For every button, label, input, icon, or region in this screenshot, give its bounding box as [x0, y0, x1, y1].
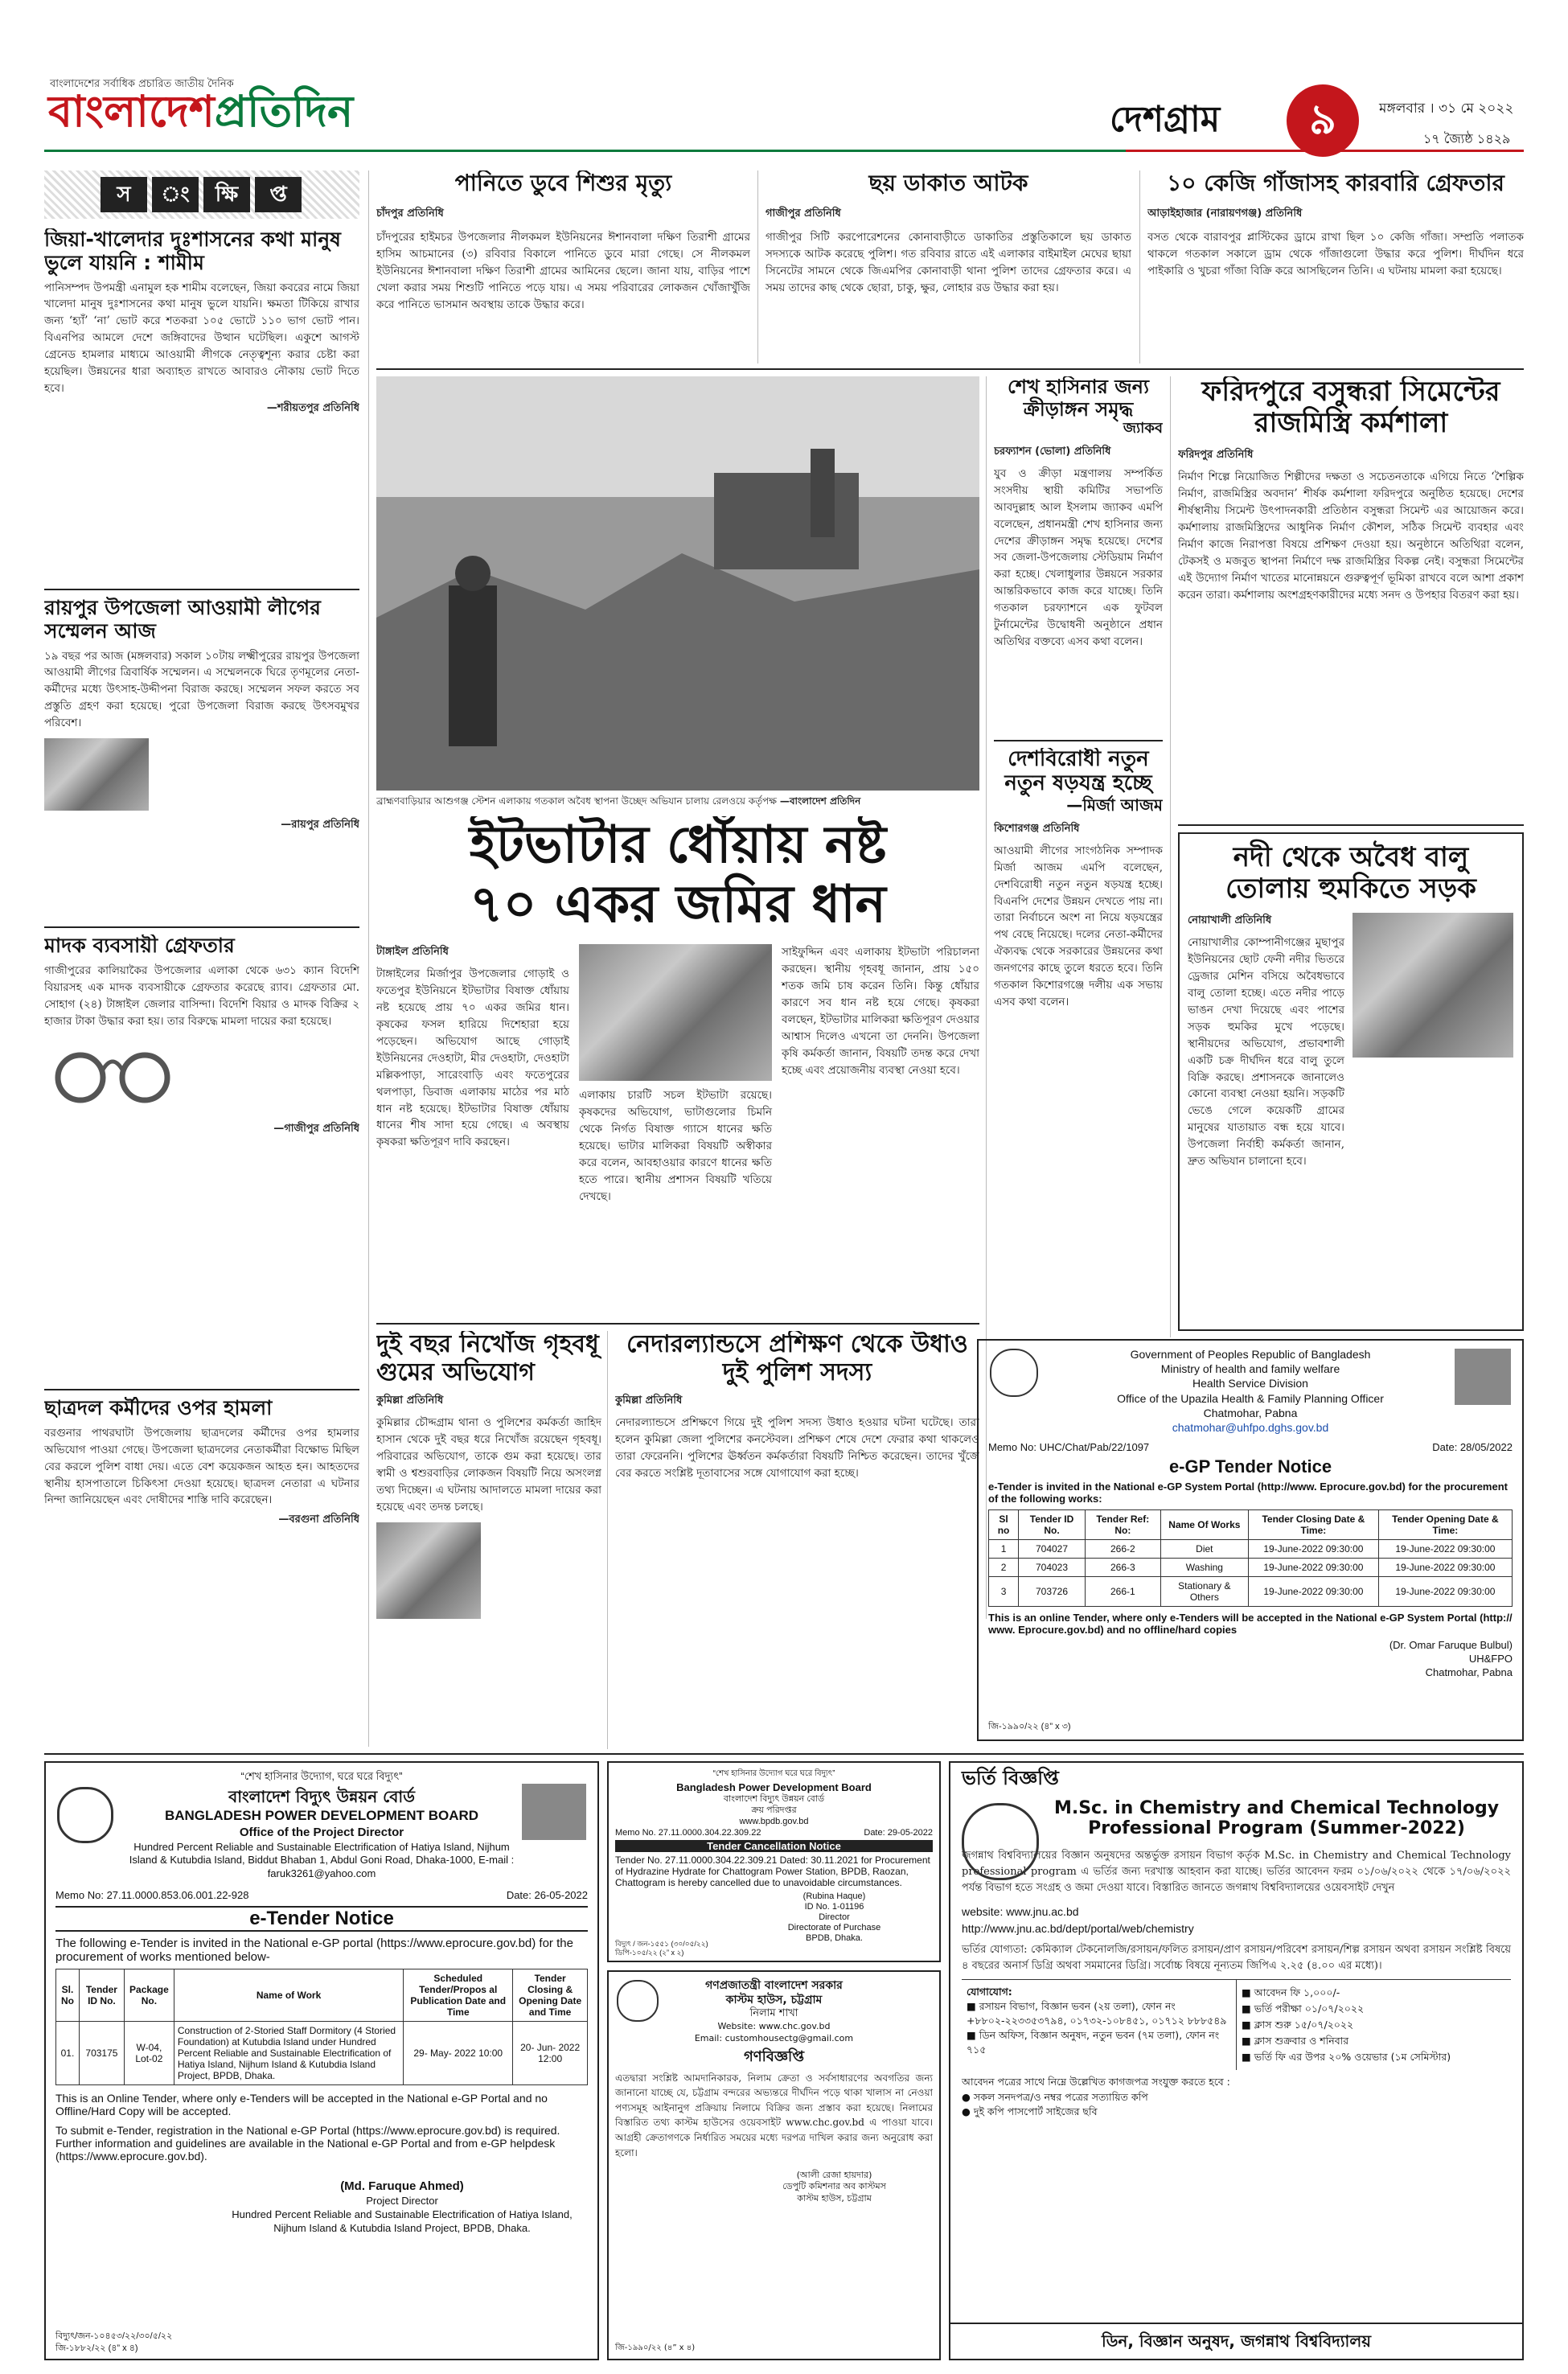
tender-ministry: Ministry of health and family welfare [1160, 1362, 1340, 1376]
notice-header: ভর্তি বিজ্ঞপ্তি [962, 1767, 1059, 1789]
tender-memo: Memo No: UHC/Chat/Pab/22/1097 [988, 1441, 1150, 1454]
story-title: দেশবিরোধী নতুন নতুন ষড়যন্ত্র হচ্ছে [1004, 748, 1152, 795]
table-header: Tender Ref: No: [1085, 1510, 1160, 1540]
masthead-tagline: বাংলাদেশের সর্বাধিক প্রচারিত জাতীয় দৈনিক [50, 78, 234, 90]
ad-ref: বিদ্যুৎ/জন-১০৪৫৩/২২/৩০/৫/২২ [55, 2331, 173, 2342]
info-text: ক্লাস শুক্রবার ও শনিবার [1254, 2034, 1349, 2047]
story-title: শেখ হাসিনার জন্য ক্রীড়াঙ্গন সমৃদ্ধ [1008, 376, 1149, 421]
tender-bn-name: বাংলাদেশ বিদ্যুৎ উন্নয়ন বোর্ড [228, 1787, 415, 1806]
health-tender-notice [977, 1339, 1524, 1741]
portrait-icon [1455, 1349, 1511, 1405]
table-cell: 01. [56, 2022, 80, 2085]
story-byline: আড়াইহাজার (নারায়ণগঞ্জ) প্রতিনিধি [1147, 207, 1303, 220]
story-headline-line1: ইটভাটার ধোঁয়ায় নষ্ট [469, 816, 887, 875]
brief-body: ১৯ বছর পর আজ (মঙ্গলবার) সকাল ১০টায় লক্ষ্মীপুরের রায়পুর উপজেলা আওয়ামী লীগের ত্রিবার্ষিক সম্মেলন। এ সম্মেলনকে ঘিরে তৃণমূলের নেতা-কর্মীদের মধ্যে উৎসাহ-উদ্দীপনা বিরাজ করছে। সম্মেলন সফল করতে সব প্রস্তুতি গ্রহণ করা হয়েছে। পুরো উপজেলা বিরাজ করছে উৎসবমুখর পরিবেশ। [44, 649, 359, 730]
story-speaker: জ্যাকব [1123, 420, 1163, 437]
story-body: নেদারল্যান্ডসে প্রশিক্ষণে গিয়ে দুই পুলিশ সদস্য উধাও হওয়ার ঘটনা ঘটেছে। তারা হলেন কুমিল্লা জেলা পুলিশের কনস্টেবল। প্রশিক্ষণ শেষে দেশে ফেরার কথা থাকলেও তারা ফেরেননি। পুলিশের ঊর্ধ্বতন কর্মকর্তারা বিষয়টি নিশ্চিত করেছেন। তাদের খুঁজে বের করতে সংশ্লিষ্ট দূতাবাসের সঙ্গে যোগাযোগ করা হচ্ছে। [615, 1416, 979, 1480]
divider [376, 1323, 979, 1325]
tender-footer: This is an online Tender, where only e-Tenders will be accepted in the National e-GP System Portal (http:// www. Eprocure.gov.bd) and no offline/hard copies [988, 1612, 1513, 1637]
website-link[interactable]: www.jnu.ac.bd [1006, 1904, 1079, 1918]
table-header: Tender ID No. [1019, 1510, 1086, 1540]
river-photo [1353, 913, 1513, 1058]
story-body: সাইফুদ্দিন এবং এলাকায় ইটভাটা পরিচালনা করছেন। স্থানীয় গৃহবধূ জানান, প্রায় ১৫০ শতক জমি চাষ করেন তিনি। কিন্তু ধোঁয়ার কারণে সব ধান নষ্ট হয়ে গেছে। কৃষকরা বলছেন, ইটভাটার মালিকরা ক্ষতিপূরণ দেওয়ার আশ্বাস দিলেও এখনো তা দেননি। উপজেলা কৃষি কর্মকর্তা জানান, বিষয়টি তদন্ত করে দেখা হচ্ছে এবং প্রয়োজনীয় ব্যবস্থা নেওয়া হবে। [782, 946, 979, 1077]
table-cell: 703726 [1019, 1577, 1086, 1607]
signer-name: (আলী রেজা হায়দার) [796, 2170, 872, 2181]
table-cell: 1 [989, 1540, 1019, 1559]
story-body: চাঁদপুরের হাইমচর উপজেলার নীলকমল ইউনিয়নের ঈশানবালা দক্ষিণ তিরাশী গ্রামের হাসিম আচমানের (৩) রবিবার বিকালে পানিতে ডুবে মারা গেছে। সে নীলকমল ইউনিয়নের ঈশানবালা দক্ষিণ তিরাশী গ্রামের আমিনের ছেলে। জানা যায়, বাড়ির পাশে খেলা করার সময় শিশুটি পানিতে পড়ে যায়। এ সময় পরিবারের লোকজন খোঁজাখুঁজি করে পানিতে ভাসমান অবস্থায় তাকে উদ্ধার করে। [376, 231, 750, 311]
govt-seal-icon [617, 1980, 659, 2022]
notice-body: এতদ্বারা সংশ্লিষ্ট আমদানিকারক, নিলাম ক্রেতা ও সর্বসাধারণের অবগতির জন্য জানানো যাচ্ছে যে, চট্টগ্রাম বন্দরের অভ্যন্তরে দীর্ঘদিন পড়ে থাকা খালাস না নেওয়া পণ্যসমূহ আইনানুগ প্রক্রিয়ায় নিলামে বিক্রির জন্য প্রস্তাব করা হয়েছে। নিলামের বিস্তারিত তথ্য কাস্টম হাউসের ওয়েবসাইট www.chc.gov.bd এ পাওয়া যাবে। আগ্রহী ক্রেতাগণকে নির্ধারিত সময়ের মধ্যে দরপত্র দাখিল করার জন্য অনুরোধ করা হলো। [615, 2072, 933, 2158]
info-item: ■ ভর্তি পরীক্ষা ০১/০৭/২০২২ [1242, 2002, 1365, 2015]
table-header: Name of Work [174, 1969, 403, 2022]
tender-body: Tender No. 27.11.0000.304.22.309.21 Dated: 30.11.2021 for Procurement of Hydrazine Hydrate for Chattogram Power Station, BPDB, Raozan, Chattogram is hereby cancelled due to unavoidable circumstances. [615, 1854, 930, 1888]
brief-item [44, 1397, 359, 1751]
table-cell: 703175 [79, 2022, 124, 2085]
table-header: Sl no [989, 1510, 1019, 1540]
page-number [1287, 84, 1359, 157]
brief-label-bar [44, 170, 359, 219]
top-story [1147, 170, 1524, 368]
table-header: Name Of Works [1160, 1510, 1248, 1540]
table-cell: 19-June-2022 09:30:00 [1378, 1540, 1512, 1559]
tender-service: Health Service Division [1192, 1377, 1308, 1390]
brief-label-char: প্ত [255, 177, 302, 212]
notice-footer: ডিন, বিজ্ঞান অনুষদ, জগন্নাথ বিশ্ববিদ্যালয় [950, 2323, 1522, 2359]
docs-text: সকল সনদপত্র/ও নম্বর পত্রের সত্যায়িত কপি [973, 2090, 1148, 2103]
divider [44, 1753, 1524, 1755]
brief-photo [44, 738, 149, 811]
story-body: কুমিল্লার চৌদ্দগ্রাম থানা ও পুলিশের কর্মকর্তা জাহিদ হাসান থেকে দুই বছর ধরে নিখোঁজ রয়েছেন গৃহবধূ। পরিবারের অভিযোগ, তাকে গুম করা হয়েছে। তার স্বামী ও শ্বশুরবাড়ির লোকজন বিষয়টি নিয়ে অসংলগ্ন তথ্য দিচ্ছেন। এ ঘটনায় আদালতে মামলা দায়ের করা হয়েছে এবং তদন্ত চলছে। [376, 1416, 601, 1514]
story-byline: কিশোরগঞ্জ প্রতিনিধি [994, 822, 1080, 835]
notice-body: জগন্নাথ বিশ্ববিদ্যালয়ের বিজ্ঞান অনুষদের অন্তর্ভুক্ত রসায়ন বিভাগ কর্তৃক M.Sc. in Chemistry and Chemical Technology professional program এ ভর্তির জন্য দরখাস্ত আহবান করা যাচ্ছে। ভর্তির আবেদন ফরম ০১/০৬/২০২২ থেকে ১৭/০৬/২০২২ পর্যন্ত বিভাগ হতে সংগ্রহ ও জমা দেওয়া যাবে। বিস্তারিত জানতে জগন্নাথ বিশ্ববিদ্যালয়ের ওয়েবসাইট দেখুন [962, 1850, 1511, 1895]
caption-credit: —বাংলাদেশ প্রতিদিন [779, 795, 861, 807]
masthead-red-rule [1126, 150, 1524, 152]
admission-notice [949, 1761, 1524, 2360]
tender-date: Date: 29-05-2022 [864, 1827, 933, 1838]
brief-column [44, 170, 359, 1751]
story-byline: কুমিল্লা প্রতিনিধি [376, 1394, 444, 1407]
mirza-story [994, 748, 1163, 1335]
story-byline: ফরিদপুর প্রতিনিধি [1178, 449, 1254, 462]
table-cell: Stationary & Others [1160, 1577, 1248, 1607]
contact-text: রসায়ন বিভাগ, বিজ্ঞান ভবন (২য় তলা), ফোন নং +৮৮০২-২২৩৩৫৩৭৯৪, ০১৭৩২-১০৮৪৫১, ০১৭১২ ৮৮৮৫৪৯ [967, 2000, 1227, 2027]
tender-desc: Hundred Percent Reliable and Sustainable Electrification of Hatiya Island, Nijhum Island & Kutubdia Island, Biddut Bhaban 1, Abdul Goni Road, Dhaka-1000, E-mail : faruk3261@yahoo.com [129, 1840, 515, 1880]
table-row [989, 1559, 1513, 1577]
story-body: এলাকায় চারটি সচল ইটভাটা রয়েছে। কৃষকদের অভিযোগ, ভাটাগুলোর চিমনি থেকে নির্গত বিষাক্ত গ্যাসে ধানের ক্ষতি হয়েছে। ভাটার মালিকরা বিষয়টি অস্বীকার করে বলেন, আবহাওয়ার কারণে ধানের ক্ষতি হতে পারে। স্থানীয় প্রশাসন বিষয়টি খতিয়ে দেখছে। [579, 1089, 772, 1203]
column-rule [607, 1331, 608, 1749]
ad-ref: জি-১৯৯০/২২ (৪” x ৪) [615, 2343, 696, 2352]
tender-office: Office of the Project Director [239, 1826, 404, 1840]
docs-title: আবেদন পত্রের সাথে নিম্নে উল্লেখিত কাগজপত্র সংযুক্ত করতে হবে : [962, 2075, 1230, 2088]
info-text: ভর্তি পরীক্ষা ০১/০৭/২০২২ [1254, 2002, 1365, 2015]
divider [1178, 824, 1524, 826]
table-cell: Construction of 2-Storied Staff Dormitory (4 Storied Foundation) at Kutubdia Island under Hundred Percent Reliable and Sustainable Electrification of Hatiya Island, Nijhum Island & Kutubdia Island Project, BPDB, Dhaka. [174, 2022, 403, 2085]
story-title: পানিতে ডুবে শিশুর মৃত্যু [454, 170, 672, 196]
tender-note: This is an Online Tender, where only e-Tenders will be accepted in the National e-GP Portal and no Offline/Hard Copy will be accepted. [55, 2092, 548, 2118]
brief-body: বরগুনার পাথরঘাটা উপজেলায় ছাত্রদলের কর্মীদের ওপর হামলার অভিযোগ পাওয়া গেছে। উপজেলা ছাত্রদলের নেতাকর্মীরা বিক্ষোভ মিছিল বের করলে পুলিশ বাধা দেয়। এতে বেশ কয়েকজন আহত হন। আহতদের স্থানীয় হাসপাতালে চিকিৎসা দেওয়া হয়েছে। ছাত্রদল নেতারা এ ঘটনার নিন্দা জানিয়েছেন এবং দোষীদের শাস্তি দাবি করেছেন। [44, 1426, 359, 1507]
website-label: website: [962, 1904, 1004, 1918]
story-title: নদী থেকে অবৈধ বালু তোলায় হুমকিতে সড়ক [1225, 841, 1476, 906]
contact-text: ডিন অফিস, বিজ্ঞান অনুষদ, নতুন ভবন (৭ম তলা), ফোন নং ৭১৫ [967, 2029, 1220, 2056]
table-cell: 2 [989, 1559, 1019, 1577]
signer-name: (Rubina Haque) [802, 1891, 866, 1901]
docs-item: ● দুই কপি পাসপোর্ট সাইজের ছবি [962, 2105, 1098, 2118]
info-item: ■ আবেদন ফি ১,০০০/- [1242, 1986, 1340, 1998]
signer-title: UH&FPO [1468, 1653, 1513, 1665]
signer-name: (Md. Faruque Ahmed) [340, 2179, 464, 2194]
newspaper-logo[interactable] [48, 86, 354, 137]
story-byline: চরফ্যাশন (ভোলা) প্রতিনিধি [994, 445, 1111, 458]
info-text: ভর্তি ফি এর উপর ২০% ওয়েভার (১ম সেমিস্টার) [1254, 2050, 1451, 2063]
story-body: গাজীপুর সিটি করপোরেশনের কোনাবাড়ীতে ডাকাতির প্রস্তুতিকালে ছয় ডাকাত সদস্যকে আটক করেছে পুলিশ। গত রবিবার রাতে এই এলাকার বাইমাইল মেঘের ছায়া সিনেটের সামনে থেকে জিএমপির কোনাবাড়ী থানা পুলিশ তাদের গ্রেফতার করে। এ সময় তাদের কাছ থেকে ছোরা, চাকু, ক্ষুর, লোহার রড উদ্ধার করা হয়। [766, 231, 1131, 294]
story-body: বসত থেকে বারাবপুর প্লাস্টিকের ড্রামে রাখা ছিল ১০ কেজি গাঁজা। সম্প্রতি পলাতক থাকলে গতকাল সকালে ড্রাম থেকে গাঁজাগুলো উদ্ধার করে পুলিশ। দীর্ঘদিন ধরে পাইকারি ও খুচরা গাঁজা বিক্রি করে আসছিলেন তিনি। এ ঘটনায় মামলা করা হয়েছে। [1147, 231, 1524, 278]
table-row [56, 2022, 588, 2085]
brief-body: গাজীপুরের কালিয়াকৈর উপজেলার এলাকা থেকে ৬৩১ ক্যান বিদেশি বিয়ারসহ এক মাদক ব্যবসায়ীকে গ্রেফতার করেছে র‌্যাব। গ্রেফতার মো. সোহাগ (২৪) টাঙ্গাইল জেলার বাসিন্দা। বিদেশি বিয়ার ও মাদক বিক্রির ২ হাজার টাকা উদ্ধার করা হয়। তার বিরুদ্ধে মামলা দায়ের করা হয়েছে। [44, 963, 359, 1028]
divider [44, 589, 359, 590]
mid-story [376, 1331, 601, 1749]
tender-web[interactable]: www.bpdb.gov.bd [739, 1816, 809, 1826]
ad-ref: জি-১৮৮২/২২ (৪” x ৪) [55, 2343, 138, 2353]
table-cell: 266-3 [1085, 1559, 1160, 1577]
table-cell: 266-1 [1085, 1577, 1160, 1607]
table-cell: Washing [1160, 1559, 1248, 1577]
eligibility: ভর্তির যোগ্যতা: কেমিক্যাল টেকনোলজি/রসায়ন/ফলিত রসায়ন/প্রাণ রসায়ন/পরিবেশ রসায়ন/শিল্প রসায়ন অথবা রসায়ন সংশ্লিষ্ট বিষয়ে ৪ বছরের অনার্স ডিগ্রি অথবা সমমানের ডিগ্রি। সর্বোচ্চ বিষয়ে নূন্যতম জিপিএ ২.২৫ (৪.০০ এর মধ্যে)। [962, 1943, 1511, 1972]
signer-id: ID No. 1-01196 [804, 1901, 864, 1912]
contact-title: যোগাযোগ: [967, 1985, 1012, 1998]
tender-title: e-GP Tender Notice [1168, 1456, 1332, 1477]
tender-name: Bangladesh Power Development Board [676, 1781, 872, 1793]
brick-story [376, 816, 979, 1319]
tender-date: Date: 26-05-2022 [506, 1889, 588, 1902]
woman-photo [376, 1522, 481, 1619]
tender-email[interactable]: chatmohar@uhfpo.dghs.gov.bd [1172, 1420, 1329, 1434]
signer-desc: Hundred Percent Reliable and Sustainable Electrification of Hatiya Island, Nijhum Island & Kutubdia Island Project, BPDB, Dhaka. [232, 2208, 573, 2234]
faridpur-story [1178, 376, 1524, 815]
table-cell: 29- May- 2022 10:00 [404, 2022, 513, 2085]
story-title: ১০ কেজি গাঁজাসহ কারবারি গ্রেফতার [1167, 170, 1504, 196]
column-rule [1139, 170, 1140, 363]
table-header: Tender Opening Date & Time: [1378, 1510, 1512, 1540]
section-name: দেশগ্রাম [1110, 99, 1221, 140]
brief-body: পানিসম্পদ উপমন্ত্রী এনামুল হক শামীম বলেছেন, জিয়া কবরের নামে জিয়া খালেদা মানুষ দুঃশাসনের কথা মানুষ ভুলে যায়নি। ক্ষমতা টিকিয়ে রাখার জন্য ‘হ্যাঁ’ ‘না’ ভোট করে শতকরা ১০৫ ভোটে ১১০ ভাগ ভোট পান। বিএনপির আমলে দেশে জঙ্গিবাদের উত্থান ঘটেছিল। একুশে আগস্ট গ্রেনেড হামলার মাধ্যমে আওয়ামী লীগকে নেতৃত্বশূন্য করার চেষ্টা করা হয়েছিল। উন্নয়নের ধারা অব্যাহত রাখতে আবারও নৌকায় ভোট দিতে হবে। [44, 281, 359, 396]
tender-en-name: BANGLADESH POWER DEVELOPMENT BOARD [164, 1808, 479, 1823]
contact-item: ■ ডিন অফিস, বিজ্ঞান অনুষদ, নতুন ভবন (৭ম তলা), ফোন নং ৭১৫ [967, 2029, 1220, 2056]
masthead [0, 0, 1568, 169]
bpdb-logo-icon [57, 1787, 113, 1843]
contact-item: ■ রসায়ন বিভাগ, বিজ্ঞান ভবন (২য় তলা), ফোন নং +৮৮০২-২২৩৩৫৩৭৯৪, ০১৭৩২-১০৮৪৫১, ০১৭১২ ৮৮৮৫৪৯ [967, 2000, 1227, 2027]
signer-name: (Dr. Omar Faruque Bulbul) [1389, 1639, 1513, 1652]
table-cell: W-04, Lot-02 [124, 2022, 174, 2085]
hasina-story [994, 376, 1163, 734]
brief-label-char: স [101, 177, 147, 212]
tender-dept: ক্রয় পরিদপ্তর [751, 1805, 797, 1815]
tender-table [55, 1969, 588, 2085]
column-rule [368, 170, 369, 1747]
divider [44, 1389, 359, 1390]
docs-item: ● সকল সনদপত্র/ও নম্বর পত্রের সত্যায়িত কপি [962, 2090, 1148, 2103]
info-item: ■ ক্লাস শুক্রবার ও শনিবার [1242, 2034, 1349, 2047]
university-logo-icon [962, 1803, 1039, 1880]
tender-place: Chatmohar, Pabna [1203, 1406, 1298, 1419]
brief-credit: —রায়পুর প্রতিনিধি [281, 819, 359, 832]
notice-web[interactable]: Website: www.chc.gov.bd [717, 2021, 831, 2032]
table-cell: 20- Jun- 2022 12:00 [513, 2022, 588, 2085]
story-byline: চাঁদপুর প্রতিনিধি [376, 207, 444, 220]
info-text: ক্লাস শুরু ১৫/০৭/২০২২ [1254, 2018, 1354, 2031]
notice-email[interactable]: Email: customhousectg@gmail.com [694, 2032, 854, 2043]
ad-ref: জি-১৯৯০/২২ (৪” x ৩) [988, 1722, 1071, 1731]
handcuff-icon [44, 1037, 359, 1113]
bpdb-tender-notice [44, 1761, 599, 2360]
story-title: ফরিদপুরে বসুন্ধরা সিমেন্টের রাজমিস্ত্রি কর্মশালা [1201, 376, 1500, 440]
signer-title: Project Director [366, 2194, 438, 2207]
date-line2: ১৭ জ্যৈষ্ঠ ১৪২৯ [1423, 131, 1511, 146]
brief-credit: —বরগুনা প্রতিনিধি [278, 1514, 359, 1526]
ad-ref: বিদ্যুৎ / জন-১৫৫১ (৩০/০৫/২২) [615, 1940, 708, 1949]
brief-credit: —গাজীপুর প্রতিনিধি [273, 1123, 359, 1136]
brief-title: মাদক ব্যবসায়ী গ্রেফতার [44, 934, 235, 957]
info-item: ■ ভর্তি ফি এর উপর ২০% ওয়েভার (১ম সেমিস্টার) [1242, 2050, 1451, 2063]
masthead-green-rule [44, 150, 1126, 152]
brief-title: রায়পুর উপজেলা আওয়ামী লীগের সম্মেলন আজ [44, 597, 321, 643]
brief-item [44, 934, 359, 1385]
tender-slogan: “শেখ হাসিনার উদ্যোগ, ঘরে ঘরে বিদ্যুৎ” [240, 1770, 403, 1782]
story-title: ছয় ডাকাত আটক [868, 170, 1028, 196]
tender-office: Office of the Upazila Health & Family Planning Officer [1117, 1391, 1384, 1405]
signer-dept: Directorate of Purchase [787, 1923, 881, 1933]
table-cell: Diet [1160, 1540, 1248, 1559]
table-cell: 19-June-2022 09:30:00 [1378, 1559, 1512, 1577]
table-cell: 704027 [1019, 1540, 1086, 1559]
story-title: দুই বছর নিখোঁজ গৃহবধূ গুমের অভিযোগ [376, 1331, 599, 1386]
brick-kiln-photo [579, 944, 772, 1081]
tender-slogan: “শেখ হাসিনার উদ্যোগ ঘরে ঘরে বিদ্যুৎ” [712, 1769, 835, 1778]
table-cell: 19-June-2022 09:30:00 [1249, 1577, 1379, 1607]
story-body: আওয়ামী লীগের সাংগঠনিক সম্পাদক মির্জা আজম এমপি বলেছেন, দেশবিরোধী নতুন নতুন ষড়যন্ত্র হচ্ছে। বিএনপি দেশের উন্নয়ন দেখতে পায় না। তারা নির্বাচনে অংশ না নিয়ে ষড়যন্ত্রের পথ বেছে নিয়েছে। দলের নেতা-কর্মীদের ঐক্যবদ্ধ থেকে সরকারের উন্নয়নের কথা জনগণের কাছে তুলে ধরতে হবে। তিনি গতকাল কিশোরগঞ্জে দলীয় এক সভায় এসব কথা বলেন। [994, 844, 1163, 1009]
tender-memo: Memo No: 27.11.0000.853.06.001.22-928 [55, 1889, 249, 1902]
signer-place: BPDB, Dhaka. [806, 1933, 863, 1944]
story-speaker: —মির্জা আজম [1066, 795, 1163, 815]
tender-date: Date: 28/05/2022 [1432, 1441, 1513, 1454]
divider [44, 926, 359, 928]
table-row [989, 1540, 1513, 1559]
brief-label-char: ক্ষি [203, 177, 250, 212]
table-cell: 19-June-2022 09:30:00 [1249, 1540, 1379, 1559]
story-headline-line2: ৭০ একর জমির ধান [470, 874, 886, 934]
brief-title: ছাত্রদল কর্মীদের ওপর হামলা [44, 1397, 273, 1419]
tender-memo: Memo No. 27.11.0000.304.22.309.22 [615, 1827, 761, 1838]
story-byline: নোয়াখালী প্রতিনিধি [1188, 914, 1272, 927]
brief-label-char: ং [152, 177, 199, 212]
story-title: নেদারল্যান্ডসে প্রশিক্ষণ থেকে উধাও দুই পুলিশ সদস্য [626, 1331, 968, 1386]
table-cell: 704023 [1019, 1559, 1086, 1577]
tender-cancellation-notice [607, 1761, 941, 1962]
info-item: ■ ক্লাস শুরু ১৫/০৭/২০২২ [1242, 2018, 1354, 2031]
tender-intro: The following e-Tender is invited in the National e-GP portal (https://www.eprocure.gov.bd) for the procurement of works mentioned below- [55, 1937, 573, 1965]
docs-text: দুই কপি পাসপোর্ট সাইজের ছবি [973, 2105, 1098, 2118]
table-cell: 3 [989, 1577, 1019, 1607]
table-header: Tender Closing Date & Time: [1249, 1510, 1379, 1540]
caption-text: ব্রাহ্মণবাড়িয়ার আশুগঞ্জ স্টেশন এলাকায় গতকাল অবৈধ স্থাপনা উচ্ছেদ অভিযান চালায় রেলওয়ে কর্তৃপক্ষ [376, 795, 777, 807]
story-byline: টাঙ্গাইল প্রতিনিধি [376, 946, 449, 959]
mid-story [615, 1331, 979, 1749]
tender-note: To submit e-Tender, registration in the National e-GP Portal (https://www.eprocure.gov.bd) is required. Further information and guidelines are available in the National e-GP Portal and from e-GP helpdesk (https://www.eprocure.gov.bd). [55, 2124, 560, 2163]
table-header: Scheduled Tender/Propos al Publication Date and Time [404, 1969, 513, 2022]
story-body: নির্মাণ শিল্পে নিয়োজিত শিল্পীদের দক্ষতা ও সচেতনতাকে এগিয়ে নিতে ‘শৈল্পিক নির্মাণ, রাজমিস্ত্রির অবদান’ শীর্ষক কর্মশালা ফরিদপুরে অনুষ্ঠিত হয়েছে। দেশের শীর্ষস্থানীয় সিমেন্ট উৎপাদনকারী প্রতিষ্ঠান বসুন্ধরা সিমেন্ট এর আয়োজন করে। কর্মশালায় রাজমিস্ত্রিদের আধুনিক নির্মাণ কৌশল, সঠিক সিমেন্ট ব্যবহার এবং নির্মাণ কাজে নিরাপত্তা বিষয়ে প্রশিক্ষণ দেওয়া হয়। অনুষ্ঠানে অতিথিরা বলেন, টেকসই ও মজবুত স্থাপনা নির্মাণে দক্ষ রাজমিস্ত্রির বিকল্প নেই। বসুন্ধরা সিমেন্টের এই উদ্যোগ নির্মাণ খাতের মানোন্নয়নে গুরুত্বপূর্ণ ভূমিকা রাখবে বলে আশা প্রকাশ করেন তারা। কর্মশালায় অংশগ্রহণকারীদের মধ্যে সনদ ও উপহার বিতরণ করা হয়। [1178, 470, 1524, 602]
notice-dept: নিলাম শাখা [749, 2007, 798, 2020]
column-rule [1170, 376, 1171, 1337]
brief-item [44, 228, 359, 582]
notice-office: কাস্টম হাউস, চট্টগ্রাম [725, 1994, 823, 2007]
notice-title: গণবিজ্ঞপ্তি [743, 2047, 805, 2065]
story-body: নোয়াখালীর কোম্পানীগঞ্জের মুছাপুর ইউনিয়নের ছোট ফেনী নদীর ভিতরে ড্রেজার মেশিন বসিয়ে অবৈধভাবে বালু তোলা হচ্ছে। এতে নদীর পাড়ে ভাঙন দেখা দিয়েছে এবং পাশের সড়ক হুমকির মুখে পড়েছে। স্থানীয়দের অভিযোগ, প্রভাবশালী একটি চক্র দীর্ঘদিন ধরে বালু তুলে বিক্রি করছে। প্রশাসনকে জানালেও কোনো ব্যবস্থা নেওয়া হয়নি। সড়কটি ভেঙে গেলে কয়েকটি গ্রামের মানুষের যাতায়াত বন্ধ হয়ে যাবে। উপজেলা নির্বাহী কর্মকর্তা জানান, দ্রুত অভিযান চালানো হবে। [1188, 936, 1344, 1169]
ad-ref: ডিপি-১০৫/২২ (২” x ২) [615, 1949, 684, 1957]
table-header: Tender ID No. [79, 1969, 124, 2022]
page-number-text: ৯ [1309, 96, 1336, 144]
story-body: টাঙ্গাইলের মির্জাপুর উপজেলার গোড়াই ও ফতেপুর ইউনিয়নে ইটভাটার বিষাক্ত ধোঁয়ায় নষ্ট হয়েছে প্রায় ৭০ একর জমির ধান। কৃষকের ফসল হারিয়ে দিশেহারা হয়ে পড়েছেন। অভিযোগ আছে গোড়াই ইউনিয়নের দেওহাটা, মীর দেওহাটা, দেওহাটা মল্লিকপাড়া, সারেংবাড়ি এবং ফতেপুরের থলপাড়া, ডিবাজ এলাকায় মাঠের পর মাঠ ধান নষ্ট হয়েছে। ইটভাটার বিষাক্ত ধোঁয়ায় ধানের শীষ সাদা হয়ে গেছে। এ অবস্থায় কৃষকরা ক্ষতিপূরণ দাবি করছেন। [376, 967, 569, 1149]
logo-part2: প্রতিদিন [214, 86, 354, 137]
divider [994, 740, 1163, 741]
signer-title: ডেপুটি কমিশনার অব কাস্টমস [782, 2181, 886, 2192]
brief-credit: —শরীয়তপুর প্রতিনিধি [266, 401, 359, 414]
tender-title: Tender Cancellation Notice [615, 1840, 933, 1852]
tender-gov: Government of Peoples Republic of Bangladesh [1130, 1348, 1371, 1361]
top-story [766, 170, 1131, 368]
portrait-icon [522, 1784, 586, 1840]
info-text: আবেদন ফি ১,০০০/- [1254, 1986, 1340, 1998]
notice-title: M.Sc. in Chemistry and Chemical Technology Professional Program (Summer-2022) [1053, 1797, 1500, 1838]
signer-place: Chatmohar, Pabna [1425, 1665, 1513, 1678]
story-byline: কুমিল্লা প্রতিনিধি [615, 1394, 683, 1407]
tender-bn-name: বাংলাদেশ বিদ্যুৎ উন্নয়ন বোর্ড [723, 1794, 825, 1805]
customs-notice [607, 1970, 941, 2360]
story-body: যুব ও ক্রীড়া মন্ত্রণালয় সম্পর্কিত সংসদীয় স্থায়ী কমিটির সভাপতি আবদুল্লাহ আল ইসলাম জ্যাকব এমপি বলেছেন, প্রধানমন্ত্রী শেখ হাসিনার জন্য দেশের ক্রীড়াঙ্গন সমৃদ্ধ হয়েছে। দেশের সব জেলা-উপজেলায় স্টেডিয়াম নির্মাণ করা হচ্ছে। খেলাধুলার উন্নয়নে সরকার আন্তরিকভাবে কাজ করে যাচ্ছে। তিনি গতকাল চরফ্যাশনে এক ফুটবল টুর্নামেন্টের উদ্বোধনী অনুষ্ঠানে প্রধান অতিথির বক্তব্যে এসব কথা বলেন। [994, 466, 1163, 649]
sand-story [1178, 832, 1524, 1331]
table-cell: 266-2 [1085, 1540, 1160, 1559]
tender-intro: e-Tender is invited in the National e-GP System Portal (http://www. Eprocure.gov.bd) for the procurement of the following works: [988, 1481, 1508, 1505]
website-link[interactable]: http://www.jnu.ac.bd/dept/portal/web/chemistry [962, 1921, 1194, 1935]
tender-table [988, 1509, 1513, 1607]
table-header: Tender Closing & Opening Date and Time [513, 1969, 588, 2022]
signer-title: Director [819, 1912, 850, 1922]
table-row [989, 1577, 1513, 1607]
story-byline: গাজীপুর প্রতিনিধি [766, 207, 841, 220]
table-cell: 19-June-2022 09:30:00 [1378, 1577, 1512, 1607]
top-story [376, 170, 750, 368]
govt-seal-icon [990, 1349, 1038, 1397]
date-line1: মঙ্গলবার । ৩১ মে ২০২২ [1379, 101, 1514, 117]
logo-part1: বাংলাদেশ [48, 86, 215, 137]
column-rule [757, 170, 758, 363]
brief-title: জিয়া-খালেদার দুঃশাসনের কথা মানুষ ভুলে যায়নি : শামীম [44, 228, 341, 274]
photo-caption [376, 795, 979, 812]
tender-title: e-Tender Notice [55, 1906, 588, 1932]
brief-item [44, 597, 359, 918]
notice-gov: গণপ্রজাতন্ত্রী বাংলাদেশ সরকার [705, 1979, 843, 1992]
table-header: Package No. [124, 1969, 174, 2022]
table-cell: 19-June-2022 09:30:00 [1249, 1559, 1379, 1577]
signer-place: কাস্টম হাউস, চট্টগ্রাম [797, 2192, 872, 2204]
main-photo [376, 376, 979, 791]
divider [376, 368, 1524, 370]
table-header: Sl. No [56, 1969, 80, 2022]
